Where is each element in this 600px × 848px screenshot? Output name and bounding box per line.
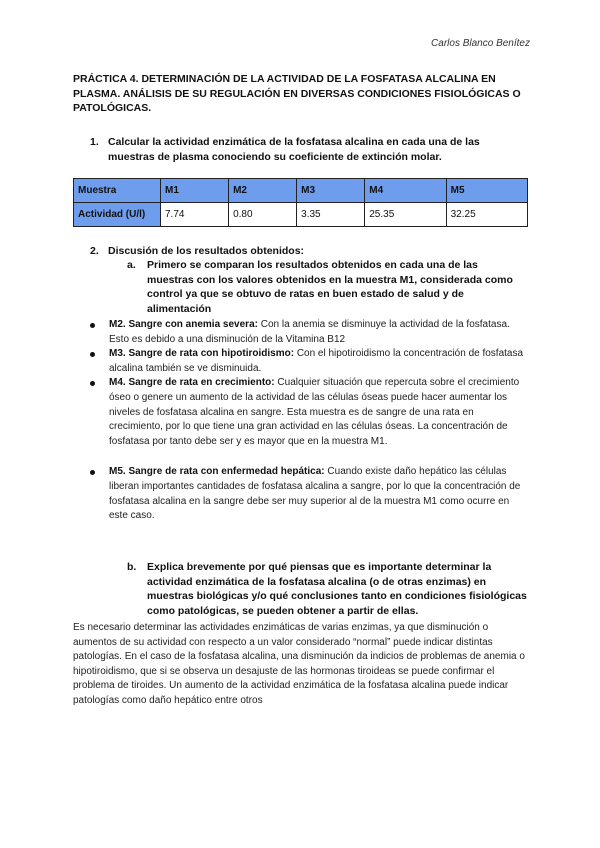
bullet-dot-icon bbox=[90, 381, 95, 386]
list-item-text: Con el hipotiroidismo la concentración de fosfatasa alcalina también se ve disminuida. bbox=[109, 348, 524, 374]
author-name: Carlos Blanco Benítez bbox=[431, 38, 530, 49]
bullet-dot-icon bbox=[90, 323, 95, 328]
table-cell: 32.25 bbox=[446, 203, 527, 227]
table-cell: 3.35 bbox=[297, 203, 365, 227]
table-header-cell: M2 bbox=[229, 179, 297, 203]
table-header-cell: M3 bbox=[297, 179, 365, 203]
list-item-text: Cuando existe daño hepático las células liberan importantes cantidades de fosfatasa alcalina a sangre, por lo que la concentración de fosfatasa alcalina en la sangre debe ser muy superior al de la muestra M1 como ocurre en este caso. bbox=[109, 466, 521, 522]
list-item-label: M4. Sangre de rata en crecimiento: bbox=[109, 377, 275, 389]
list-item-text: Cualquier situación que repercuta sobre el crecimiento óseo o genere un aumento de la actividad de las células óseas puede hacer aumentar los niveles de fosfatasa alcalina en sangre. Esta muestra es de sangre de una rata en crecimiento, por lo que tiene una gran actividad en las células óseas. La concentración de fosfatasa por tanto debe ser y es mayor que en la muestra M1. bbox=[109, 377, 520, 447]
list-item bbox=[90, 465, 530, 523]
question-1-text: Calcular la actividad enzimática de la fosfatasa alcalina en cada una de las muestras de plasma conociendo su coeficiente de extinción molar. bbox=[108, 136, 480, 163]
list-item-text: Con la anemia se disminuye la actividad de la fosfatasa. Esto es debido a una disminución de la Vitamina B12 bbox=[109, 319, 510, 345]
table-row-label: Actividad (U/l) bbox=[74, 203, 161, 227]
table-cell: 7.74 bbox=[161, 203, 229, 227]
table-cell: 25.35 bbox=[365, 203, 446, 227]
list-item bbox=[90, 376, 530, 449]
table-header-row bbox=[74, 179, 528, 203]
subquestion-a-letter: a. bbox=[127, 259, 136, 271]
table-row bbox=[74, 203, 528, 227]
list-item bbox=[90, 347, 530, 376]
list-item bbox=[90, 318, 530, 347]
subquestion-b-letter: b. bbox=[127, 561, 137, 573]
question-2-number: 2. bbox=[90, 245, 99, 257]
results-table bbox=[73, 178, 528, 227]
bullet-dot-icon bbox=[90, 352, 95, 357]
table-header-cell: M1 bbox=[161, 179, 229, 203]
list-item-label: M3. Sangre de rata con hipotiroidismo: bbox=[109, 348, 295, 360]
subquestion-b-text: Explica brevemente por qué piensas que es importante determinar la actividad enzimática de la fosfatasa alcalina (o de otras enzimas) en muestras biológicas y/o qué conclusiones tanto en condiciones fisiológicas como patológicas, se pueden obtener a partir de ellas. bbox=[147, 561, 527, 617]
table-header-cell: Muestra bbox=[74, 179, 161, 203]
document-title: PRÁCTICA 4. DETERMINACIÓN DE LA ACTIVIDAD DE LA FOSFATASA ALCALINA EN PLASMA. ANÁLISIS DE SU REGULACIÓN EN DIVERSAS CONDICIONES FISIOLÓGICAS O PATOLÓGICAS. bbox=[73, 73, 521, 114]
results-discussion-list bbox=[90, 318, 530, 524]
answer-paragraph: Es necesario determinar las actividades enzimáticas de varias enzimas, ya que disminución o aumentos de su actividad con respecto a un valor considerado “normal” puede indicar distintas patologías. En el caso de la fosfatasa alcalina, una disminución da indicios de problemas de anemia o hipotiroidismo, que si se observa un desajuste de las hormonas tiroideas se puede confirmar el problema de tiroides. Un aumento de la actividad enzimática de la fosfatasa alcalina puede indicar patologías como daño hepático entre otros bbox=[73, 622, 525, 706]
bullet-dot-icon bbox=[90, 470, 95, 475]
list-item-label: M2. Sangre con anemia severa: bbox=[109, 319, 258, 330]
list-item-label: M5. Sangre de rata con enfermedad hepática: bbox=[109, 466, 325, 478]
table-header-cell: M5 bbox=[446, 179, 527, 203]
table-header-cell: M4 bbox=[365, 179, 446, 203]
question-1-number: 1. bbox=[90, 136, 99, 148]
question-2-text: Discusión de los resultados obtenidos: bbox=[108, 245, 305, 257]
table-cell: 0.80 bbox=[229, 203, 297, 227]
subquestion-a-text: Primero se comparan los resultados obtenidos en cada una de las muestras con los valores obtenidos en la muestra M1, considerada como control ya que se obtuvo de ratas en buen estado de salud y de alimentación bbox=[147, 259, 513, 315]
